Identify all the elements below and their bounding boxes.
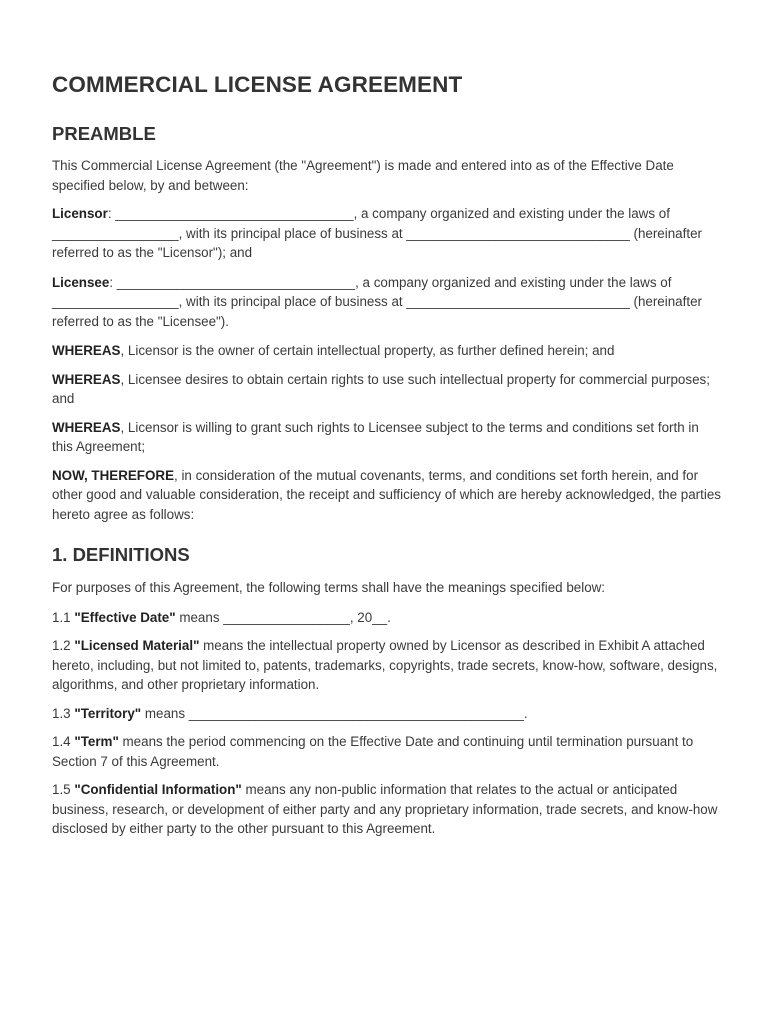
now-therefore-paragraph — [52, 466, 722, 525]
definition-number: 1.5 — [52, 782, 75, 797]
definition-item — [52, 636, 722, 695]
definition-item — [52, 780, 722, 839]
whereas-label: WHEREAS — [52, 343, 121, 358]
whereas-paragraph-2 — [52, 370, 722, 409]
definition-term: "Licensed Material" — [74, 638, 200, 653]
definition-number: 1.1 — [52, 609, 75, 625]
definition-text: means any non-public information that relates to the actual or anticipated business, research, or development of either party and any proprietary information, trade secrets, and know-how disclosed by either party to the other pursuant to this Agreement. — [52, 782, 718, 836]
definition-number: 1.3 — [52, 705, 75, 721]
document-content — [52, 68, 722, 839]
definition-number: 1.2 — [52, 638, 75, 653]
definition-text: means the intellectual property owned by Licensor as described in Exhibit A attached hereto, including, but not limited to, patents, trademarks, copyrights, trade secrets, know-how, software, designs, algorithms, and other proprietary information. — [52, 638, 718, 692]
preamble-intro: This Commercial License Agreement (the "Agreement") is made and entered into as of the Effective Date specified below, by and between: — [52, 158, 674, 193]
definition-text: means _____________________________________________. — [141, 705, 528, 721]
licensee-text: : ________________________________, a company organized and existing under the laws of _________________, with its principal place of business at ______________________________ (hereinafter referred to as the "Licensee"). — [52, 274, 702, 329]
whereas-text: , Licensor is the owner of certain intellectual property, as further defined herein; and — [120, 343, 615, 358]
licensor-paragraph — [52, 204, 722, 263]
definition-item — [52, 608, 722, 628]
definition-item — [52, 704, 722, 724]
whereas-text: , Licensor is willing to grant such rights to Licensee subject to the terms and conditions set forth in this Agreement; — [52, 419, 699, 454]
whereas-label: WHEREAS — [52, 371, 121, 387]
whereas-paragraph-1 — [52, 341, 722, 361]
definition-term: "Term" — [74, 734, 119, 749]
definitions-intro: For purposes of this Agreement, the following terms shall have the meanings specified below: — [52, 580, 606, 595]
licensee-paragraph — [52, 273, 722, 332]
now-therefore-label: NOW, THEREFORE — [52, 467, 175, 483]
definition-term: "Confidential Information" — [74, 782, 242, 797]
whereas-text: , Licensee desires to obtain certain rights to use such intellectual property for commercial purposes; and — [52, 371, 710, 406]
preamble-heading: PREAMBLE — [52, 123, 156, 144]
definition-text: means _________________, 20__. — [175, 609, 391, 625]
now-therefore-text: , in consideration of the mutual covenants, terms, and conditions set forth herein, and for other good and valuable consideration, the receipt and sufficiency of which are hereby acknowledged, the parties hereto agree as follows: — [52, 467, 721, 522]
definition-number: 1.4 — [52, 734, 75, 749]
definition-text: means the period commencing on the Effective Date and continuing until termination pursuant to Section 7 of this Agreement. — [52, 734, 694, 769]
licensor-label: Licensor — [52, 206, 108, 221]
whereas-label: WHEREAS — [52, 419, 121, 435]
definitions-heading: 1. DEFINITIONS — [52, 544, 190, 565]
whereas-paragraph-3 — [52, 418, 722, 457]
document-title: COMMERCIAL LICENSE AGREEMENT — [52, 72, 463, 97]
definition-term: "Effective Date" — [74, 609, 176, 625]
definition-item — [52, 732, 722, 771]
definition-term: "Territory" — [74, 705, 142, 721]
licensor-text: : ________________________________, a company organized and existing under the laws of _________________, with its principal place of business at ______________________________ (hereinafter referred to as the "Licensor"); and — [52, 206, 702, 260]
licensee-label: Licensee — [52, 274, 110, 290]
